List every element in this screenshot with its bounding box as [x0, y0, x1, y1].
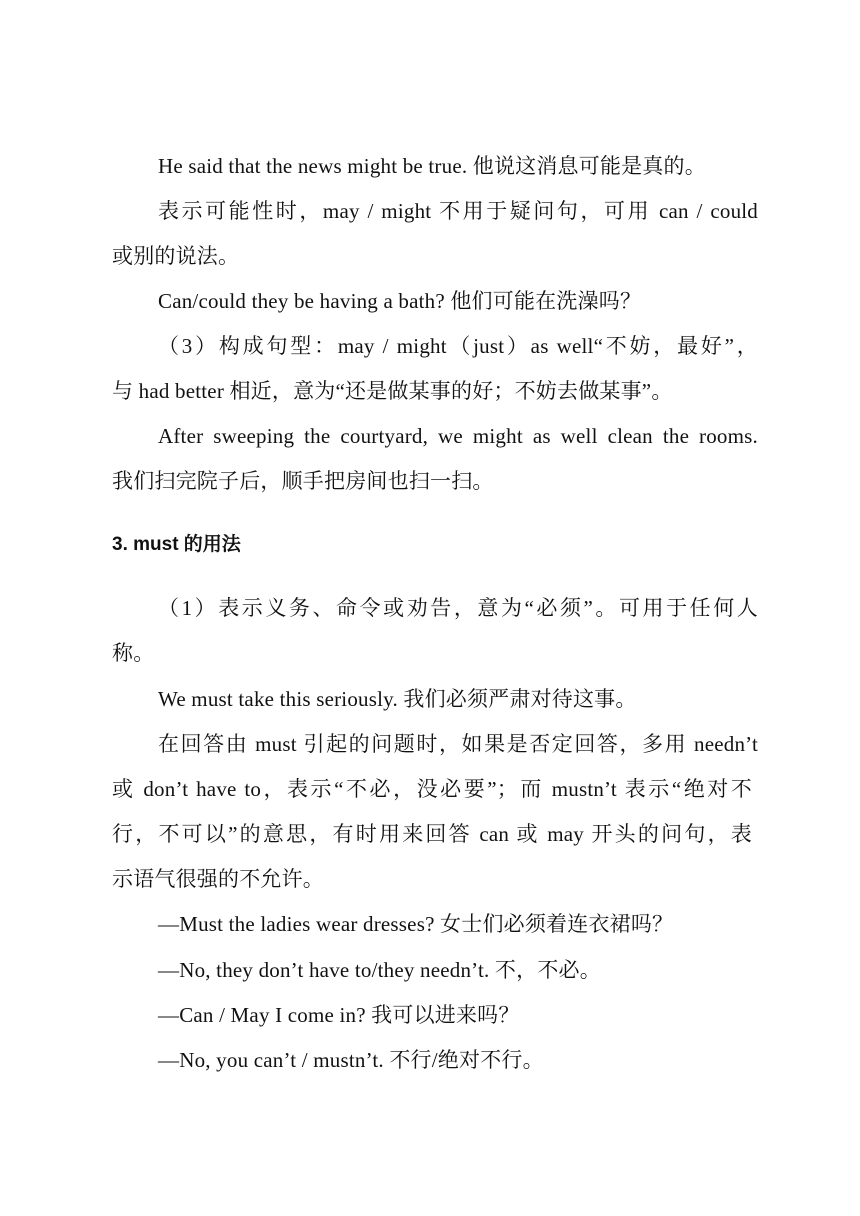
pattern-line-2: 与 had better 相近，意为“还是做某事的好；不妨去做某事”。 [112, 379, 673, 403]
example-can-could-sentence: Can/could they be having a bath? 他们可能在洗澡吗？ [158, 289, 642, 313]
example-as-well-line-2: 我们扫完院子后，顺手把房间也扫一扫。 [112, 469, 494, 493]
answer-note-line-2: 或 don’t have to，表示“不必，没必要”；而 mustn’t 表示“绝对不 [112, 777, 752, 801]
possibility-note-line-1: 表示可能性时，may / might 不用于疑问句，可用 can / could [158, 199, 758, 223]
dialog-line-2: —No, they don’t have to/they needn’t. 不，不必。 [158, 958, 601, 982]
example-must-sentence: We must take this seriously. 我们必须严肃对待这事。 [158, 687, 637, 711]
possibility-note-line-2: 或别的说法。 [112, 244, 240, 268]
section-heading-must: 3. must 的用法 [112, 534, 241, 555]
answer-note-line-4: 示语气很强的不允许。 [112, 867, 324, 891]
answer-note-line-1: 在回答由 must 引起的问题时，如果是否定回答，多用 needn’t [158, 732, 758, 756]
dialog-line-1: —Must the ladies wear dresses? 女士们必须着连衣裙吗？ [158, 912, 674, 936]
example-as-well-line-1: After sweeping the courtyard, we might as well clean the rooms. [158, 424, 758, 448]
dialog-line-4: —No, you can’t / mustn’t. 不行/绝对不行。 [158, 1048, 544, 1072]
point1-line-2: 称。 [112, 641, 155, 665]
point1-line-1: （1）表示义务、命令或劝告，意为“必须”。可用于任何人 [158, 596, 758, 620]
answer-note-line-3: 行，不可以”的意思，有时用来回答 can 或 may 开头的问句，表 [112, 822, 752, 846]
dialog-line-3: —Can / May I come in? 我可以进来吗？ [158, 1003, 520, 1027]
example-might-sentence: He said that the news might be true. 他说这消息可能是真的。 [158, 154, 706, 178]
pattern-line-1: （3）构成句型：may / might（just）as well“不妨，最好”， [158, 334, 758, 358]
